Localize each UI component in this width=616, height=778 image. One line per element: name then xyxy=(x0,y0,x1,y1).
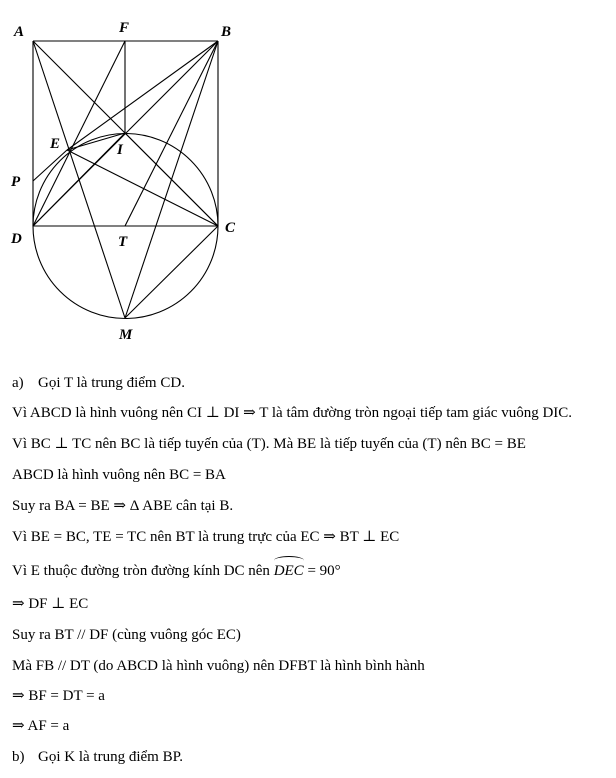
angle-DEC: DEC xyxy=(274,562,304,580)
label-T: T xyxy=(118,234,128,250)
segment-IC xyxy=(125,133,218,226)
label-E: E xyxy=(50,136,61,152)
label-C: C xyxy=(225,220,236,236)
solution-line-8: ⇒ DF ⊥ EC xyxy=(12,596,89,612)
segment-BE xyxy=(67,41,218,150)
angle-arc xyxy=(274,556,304,565)
label-D: D xyxy=(11,231,22,247)
solution-line-9: Suy ra BT // DF (cùng vuông góc EC) xyxy=(12,627,241,643)
part-b-intro: Gọi K là trung điểm BP. xyxy=(38,749,183,765)
segment-BT xyxy=(125,41,218,226)
solution-line-7-post: = 90° xyxy=(303,563,341,579)
solution-line-6: Vì BE = BC, TE = TC nên BT là trung trực của EC ⇒ BT ⊥ EC xyxy=(12,529,400,545)
label-F: F xyxy=(119,20,130,36)
part-a-intro: Gọi T là trung điểm CD. xyxy=(38,375,185,391)
part-a-label: a) xyxy=(12,375,24,391)
label-A: A xyxy=(14,24,25,40)
solution-line-5: Suy ra BA = BE ⇒ Δ ABE cân tại B. xyxy=(12,498,234,514)
part-a-heading xyxy=(12,374,185,392)
segment-EP xyxy=(33,150,67,181)
solution-line-4: ABCD là hình vuông nên BC = BA xyxy=(12,467,226,483)
segment-EC xyxy=(67,150,218,226)
solution-line-11: ⇒ BF = DT = a xyxy=(12,688,105,704)
solution-line-7 xyxy=(12,562,341,580)
label-I: I xyxy=(117,142,123,158)
segment-CM xyxy=(125,226,218,318)
solution-line-7-pre: Vì E thuộc đường tròn đường kính DC nên xyxy=(12,563,274,579)
label-P: P xyxy=(11,174,21,190)
solution-line-3: Vì BC ⊥ TC nên BC là tiếp tuyến của (T). Mà BE là tiếp tuyến của (T) nên BC = BE xyxy=(12,436,526,452)
part-b-label: b) xyxy=(12,749,25,765)
solution-line-10: Mà FB // DT (do ABCD là hình vuông) nên DFBT là hình bình hành xyxy=(12,658,425,674)
label-M: M xyxy=(119,327,133,343)
label-B: B xyxy=(221,24,232,40)
solution-line-12: ⇒ AF = a xyxy=(12,718,70,734)
part-b-heading xyxy=(12,748,183,766)
solution-line-2: Vì ABCD là hình vuông nên CI ⊥ DI ⇒ T là tâm đường tròn ngoại tiếp tam giác vuông DIC. xyxy=(12,405,573,421)
segment-FD xyxy=(33,41,125,226)
geometry-figure xyxy=(0,0,260,350)
